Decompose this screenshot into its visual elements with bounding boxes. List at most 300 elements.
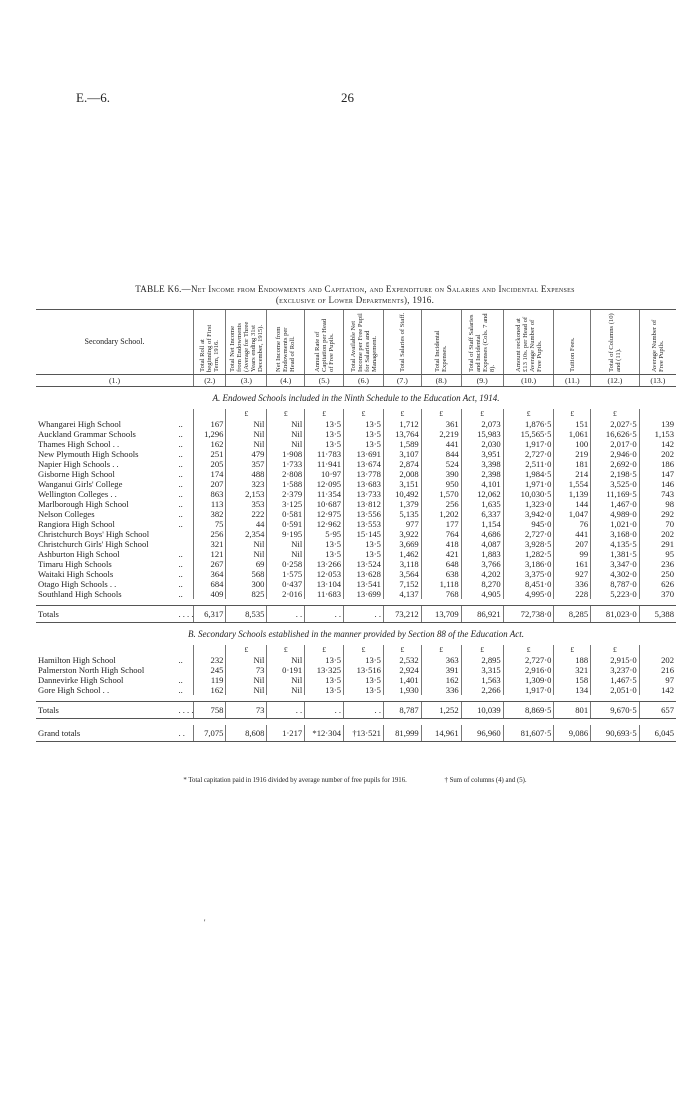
cell-col-4: 0·191	[267, 665, 305, 675]
cell-col-10: 8,869·5	[503, 702, 554, 719]
cell-col-6: 13·699	[344, 589, 384, 599]
cell-col-11: 188	[554, 655, 591, 665]
cell-col-5: 13·5	[305, 429, 344, 439]
cell-col-6: 13·556	[344, 509, 384, 519]
cell-col-4: 1·588	[267, 479, 305, 489]
header-text-6: Total Available Net Income per Free Pupil for Salaries and Management.	[349, 313, 378, 372]
cell-col-6: 13·5	[344, 439, 384, 449]
column-number: (12.)	[591, 375, 640, 387]
cell-col-10: 3,928·5	[503, 539, 554, 549]
section-heading: B. Secondary Schools established in the manner provided by Section 88 of the Education Act.	[188, 629, 524, 639]
header-text-8: Total Incidental Expenses.	[434, 330, 449, 372]
cell-col-6: †13·521	[344, 725, 384, 742]
cell-col-10: 1,309·0	[503, 675, 554, 685]
cell-col-11: 158	[554, 675, 591, 685]
leader-dots: . . . .	[178, 606, 193, 623]
leader-dots: . . . .	[178, 702, 193, 719]
cell-col-2: 207	[194, 479, 226, 489]
cell-col-2: 162	[194, 439, 226, 449]
cell-col-11: 144	[554, 499, 591, 509]
school-name: Rangiora High School	[38, 519, 115, 529]
table-row	[36, 509, 676, 519]
cell-col-5: 13·5	[305, 655, 344, 665]
column-number: (8.)	[421, 375, 461, 387]
cell-col-12: 3,525·0	[591, 479, 640, 489]
cell-col-6: 13·5	[344, 549, 384, 559]
cell-col-11: 100	[554, 439, 591, 449]
school-name: New Plymouth High Schools	[38, 449, 139, 459]
cell-col-12: 2,692·0	[591, 459, 640, 469]
cell-col-7: 2,874	[383, 459, 421, 469]
cell-col-5: 10·687	[305, 499, 344, 509]
pound-blank	[36, 645, 178, 655]
cell-col-13: 626	[639, 579, 676, 589]
cell-col-3: Nil	[226, 549, 267, 559]
cell-col-6: 13·691	[344, 449, 384, 459]
page-ref: E.—6.	[76, 90, 110, 105]
cell-col-13: 142	[639, 439, 676, 449]
cell-col-6: 13·628	[344, 569, 384, 579]
cell-col-11: 214	[554, 469, 591, 479]
cell-col-11: 321	[554, 665, 591, 675]
header-col-9	[461, 310, 503, 375]
school-name: Marlborough High School	[38, 499, 129, 509]
table-row	[36, 569, 676, 579]
column-number: (10.)	[503, 375, 554, 387]
cell-col-12: 81,023·0	[591, 606, 640, 623]
cell-col-5: . .	[305, 606, 344, 623]
table-row	[36, 559, 676, 569]
cell-col-3: Nil	[226, 429, 267, 439]
cell-col-13: 291	[639, 539, 676, 549]
table-row	[36, 419, 676, 429]
header-col-5	[305, 310, 344, 375]
cell-col-11: 219	[554, 449, 591, 459]
cell-col-3: 73	[226, 665, 267, 675]
cell-col-3: 8,608	[226, 725, 267, 742]
school-name: Dannevirke High School	[38, 675, 124, 685]
cell-col-11: 151	[554, 419, 591, 429]
cell-col-11: 207	[554, 539, 591, 549]
pound-sign: £	[421, 645, 461, 655]
cell-col-4: Nil	[267, 675, 305, 685]
school-name: Whangarei High School	[38, 419, 122, 429]
table-row	[36, 685, 676, 695]
footnote-sum: † Sum of columns (4) and (5).	[444, 777, 527, 784]
cell-col-12: 90,693·5	[591, 725, 640, 742]
cell-col-9: 2,266	[461, 685, 503, 695]
leader-dots: ..	[178, 549, 183, 559]
cell-col-9: 10,039	[461, 702, 503, 719]
section-heading: A. Endowed Schools included in the Ninth Schedule to the Education Act, 1914.	[212, 393, 500, 403]
leader-dots: ..	[178, 459, 183, 469]
pound-sign: £	[461, 645, 503, 655]
table-row	[36, 459, 676, 469]
column-number: (2.)	[194, 375, 226, 387]
cell-col-8: 177	[421, 519, 461, 529]
cell-col-3: 222	[226, 509, 267, 519]
school-name: Totals	[36, 702, 178, 719]
cell-col-6: 13·778	[344, 469, 384, 479]
cell-col-9: 2,073	[461, 419, 503, 429]
pound-sign: £	[461, 409, 503, 419]
table-body	[36, 310, 676, 742]
cell-col-2: 684	[194, 579, 226, 589]
cell-col-4: Nil	[267, 429, 305, 439]
leader-dots: ..	[178, 469, 183, 479]
cell-col-11: 228	[554, 589, 591, 599]
cell-col-7: 4,137	[383, 589, 421, 599]
cell-col-5: 13·5	[305, 675, 344, 685]
school-name: Southland High Schools	[38, 589, 122, 599]
cell-col-8: 14,961	[421, 725, 461, 742]
cell-col-2: 863	[194, 489, 226, 499]
cell-col-12: 16,626·5	[591, 429, 640, 439]
pound-blank	[194, 409, 226, 419]
column-number: (6.)	[344, 375, 384, 387]
pound-sign: £	[383, 409, 421, 419]
cell-col-12: 3,347·0	[591, 559, 640, 569]
cell-col-10: 1,971·0	[503, 479, 554, 489]
cell-col-12: 1,467·0	[591, 499, 640, 509]
leader-dots: ..	[178, 559, 183, 569]
cell-col-8: 418	[421, 539, 461, 549]
cell-col-12: 2,051·0	[591, 685, 640, 695]
cell-col-12: 9,670·5	[591, 702, 640, 719]
cell-col-13: 202	[639, 655, 676, 665]
cell-col-3: Nil	[226, 419, 267, 429]
school-name: Gisborne High School	[38, 469, 115, 479]
cell-col-7: 1,930	[383, 685, 421, 695]
pound-blank	[639, 645, 676, 655]
header-col-11	[554, 310, 591, 375]
cell-col-13: 95	[639, 549, 676, 559]
cell-col-11: 1,554	[554, 479, 591, 489]
cell-col-12: 3,237·0	[591, 665, 640, 675]
cell-col-5: 12·962	[305, 519, 344, 529]
cell-col-5: 13·266	[305, 559, 344, 569]
cell-col-8: 390	[421, 469, 461, 479]
leader-dots	[178, 539, 193, 549]
cell-col-6: 13·674	[344, 459, 384, 469]
school-name: Palmerston North High School	[38, 665, 145, 675]
cell-col-2: 256	[194, 529, 226, 539]
header-col-2	[194, 310, 226, 375]
cell-col-4: 0·437	[267, 579, 305, 589]
header-text-7: Total Salaries of Staff.	[398, 312, 406, 372]
school-name: Wellington Colleges . .	[38, 489, 117, 499]
cell-col-2: 251	[194, 449, 226, 459]
cell-col-9: 3,398	[461, 459, 503, 469]
column-number: (9.)	[461, 375, 503, 387]
cell-col-10: 1,876·5	[503, 419, 554, 429]
column-number: (3.)	[226, 375, 267, 387]
cell-col-3: 8,535	[226, 606, 267, 623]
table-row	[36, 529, 676, 539]
cell-col-9: 1,883	[461, 549, 503, 559]
cell-col-3: Nil	[226, 655, 267, 665]
cell-col-11: 1,061	[554, 429, 591, 439]
pound-sign: £	[591, 645, 640, 655]
cell-col-12: 4,989·0	[591, 509, 640, 519]
cell-col-9: 6,337	[461, 509, 503, 519]
cell-col-5: 13·5	[305, 685, 344, 695]
cell-col-2: 758	[194, 702, 226, 719]
header-col-7	[383, 310, 421, 375]
cell-col-7: 1,712	[383, 419, 421, 429]
cell-col-9: 12,062	[461, 489, 503, 499]
cell-col-8: 336	[421, 685, 461, 695]
cell-col-13: 146	[639, 479, 676, 489]
school-name: Christchurch Boys' High School	[38, 529, 150, 539]
pound-sign: £	[344, 645, 384, 655]
school-name: Waitaki High Schools	[38, 569, 114, 579]
cell-col-8: 363	[421, 655, 461, 665]
school-name: Christchurch Girls' High School	[38, 539, 149, 549]
cell-col-3: 357	[226, 459, 267, 469]
cell-col-4: 2·016	[267, 589, 305, 599]
cell-col-8: 638	[421, 569, 461, 579]
cell-col-5: 11·354	[305, 489, 344, 499]
cell-col-9: 86,921	[461, 606, 503, 623]
cell-col-8: 361	[421, 419, 461, 429]
cell-col-5: . .	[305, 702, 344, 719]
cell-col-7: 1,379	[383, 499, 421, 509]
cell-col-9: 1,635	[461, 499, 503, 509]
header-row	[36, 310, 676, 375]
section-heading-row	[36, 387, 676, 410]
cell-col-6: 13·812	[344, 499, 384, 509]
cell-col-6: 13·5	[344, 429, 384, 439]
pound-row	[36, 409, 676, 419]
cell-col-3: 44	[226, 519, 267, 529]
cell-col-2: 75	[194, 519, 226, 529]
cell-col-11: 134	[554, 685, 591, 695]
header-col-13	[639, 310, 676, 375]
header-col-6	[344, 310, 384, 375]
pound-sign: £	[503, 409, 554, 419]
cell-col-4: 0·591	[267, 519, 305, 529]
cell-col-4: Nil	[267, 685, 305, 695]
cell-col-13: 5,388	[639, 606, 676, 623]
cell-col-11: 161	[554, 559, 591, 569]
cell-col-13: 250	[639, 569, 676, 579]
cell-col-13: 70	[639, 519, 676, 529]
cell-col-2: 205	[194, 459, 226, 469]
cell-col-13: 743	[639, 489, 676, 499]
pound-sign: £	[421, 409, 461, 419]
cell-col-11: 927	[554, 569, 591, 579]
cell-col-2: 121	[194, 549, 226, 559]
table-row	[36, 675, 676, 685]
cell-col-7: 2,924	[383, 665, 421, 675]
cell-col-2: 321	[194, 539, 226, 549]
school-name: Ashburton High School	[38, 549, 120, 559]
cell-col-7: 2,532	[383, 655, 421, 665]
cell-col-3: 2,153	[226, 489, 267, 499]
cell-col-9: 8,270	[461, 579, 503, 589]
cell-col-12: 1,467·5	[591, 675, 640, 685]
cell-col-13: 657	[639, 702, 676, 719]
cell-col-5: 10·97	[305, 469, 344, 479]
header-col-4	[267, 310, 305, 375]
table-row	[36, 579, 676, 589]
leader-dots	[178, 529, 193, 539]
cell-col-13: 139	[639, 419, 676, 429]
pound-sign: £	[383, 645, 421, 655]
pound-sign: £	[267, 409, 305, 419]
cell-col-7: 1,589	[383, 439, 421, 449]
cell-col-7: 1,462	[383, 549, 421, 559]
cell-col-9: 4,202	[461, 569, 503, 579]
cell-col-6: 13·5	[344, 539, 384, 549]
cell-col-3: 2,354	[226, 529, 267, 539]
totals-row	[36, 606, 676, 623]
cell-col-2: 364	[194, 569, 226, 579]
cell-col-4: 1·908	[267, 449, 305, 459]
pound-sign: £	[305, 645, 344, 655]
cell-col-8: 391	[421, 665, 461, 675]
cell-col-4: 2·379	[267, 489, 305, 499]
cell-col-8: 764	[421, 529, 461, 539]
header-text-10: Amount reckoned at £13 10s. per Head of Average Number of Free Pupils.	[514, 316, 543, 372]
cell-col-10: 2,511·0	[503, 459, 554, 469]
cell-col-12: 1,021·0	[591, 519, 640, 529]
cell-col-8: 1,570	[421, 489, 461, 499]
header-text-5: Annual Rate of Capitation per Head of Free Pupils.	[313, 318, 335, 372]
leader-dots: ..	[178, 655, 183, 665]
leader-dots: ..	[178, 429, 183, 439]
cell-col-9: 4,686	[461, 529, 503, 539]
cell-col-4: . .	[267, 702, 305, 719]
cell-col-8: 1,252	[421, 702, 461, 719]
cell-col-12: 8,787·0	[591, 579, 640, 589]
cell-col-10: 2,727·0	[503, 529, 554, 539]
cell-col-5: 13·5	[305, 439, 344, 449]
stray-mark: '	[204, 918, 206, 927]
cell-col-5: 13·5	[305, 419, 344, 429]
cell-col-6: 13·5	[344, 685, 384, 695]
cell-col-12: 2,027·5	[591, 419, 640, 429]
cell-col-9: 3,315	[461, 665, 503, 675]
header-col-10	[503, 310, 554, 375]
cell-col-8: 844	[421, 449, 461, 459]
cell-col-7: 8,787	[383, 702, 421, 719]
cell-col-2: 232	[194, 655, 226, 665]
cell-col-10: 2,916·0	[503, 665, 554, 675]
table-row	[36, 499, 676, 509]
column-number-row	[36, 375, 676, 387]
cell-col-9: 2,030	[461, 439, 503, 449]
cell-col-6: 13·5	[344, 675, 384, 685]
leader-dots: ..	[178, 675, 183, 685]
cell-col-10: 1,917·0	[503, 685, 554, 695]
pound-blank	[178, 409, 193, 419]
header-text-11: Tuition Fees.	[568, 337, 576, 372]
cell-col-13: 236	[639, 559, 676, 569]
cell-col-12: 2,017·0	[591, 439, 640, 449]
cell-col-5: 12·053	[305, 569, 344, 579]
cell-col-8: 524	[421, 459, 461, 469]
pound-row	[36, 645, 676, 655]
cell-col-10: 81,607·5	[503, 725, 554, 742]
cell-col-2: 162	[194, 685, 226, 695]
cell-col-2: 167	[194, 419, 226, 429]
cell-col-9: 2,398	[461, 469, 503, 479]
cell-col-9: 96,960	[461, 725, 503, 742]
cell-col-3: 73	[226, 702, 267, 719]
cell-col-4: 0·258	[267, 559, 305, 569]
cell-col-6: 13·733	[344, 489, 384, 499]
cell-col-7: 10,492	[383, 489, 421, 499]
pound-sign: £	[554, 645, 591, 655]
cell-col-11: 181	[554, 459, 591, 469]
cell-col-9: 1,154	[461, 519, 503, 529]
leader-dots: ..	[178, 479, 183, 489]
table-row	[36, 479, 676, 489]
cell-col-9: 1,563	[461, 675, 503, 685]
cell-col-12: 2,915·0	[591, 655, 640, 665]
cell-col-6: 13·683	[344, 479, 384, 489]
column-number: (11.)	[554, 375, 591, 387]
cell-col-5: 12·095	[305, 479, 344, 489]
pound-blank	[639, 409, 676, 419]
cell-col-12: 2,946·0	[591, 449, 640, 459]
cell-col-2: 382	[194, 509, 226, 519]
cell-col-4: . .	[267, 606, 305, 623]
pound-blank	[36, 409, 178, 419]
cell-col-11: 1,139	[554, 489, 591, 499]
table-row	[36, 449, 676, 459]
cell-col-9: 15,983	[461, 429, 503, 439]
table-row	[36, 439, 676, 449]
pound-sign: £	[267, 645, 305, 655]
cell-col-7: 13,764	[383, 429, 421, 439]
cell-col-13: 202	[639, 529, 676, 539]
cell-col-11: 1,047	[554, 509, 591, 519]
table-row	[36, 665, 676, 675]
column-number: (4.)	[267, 375, 305, 387]
cell-col-2: 267	[194, 559, 226, 569]
cell-col-7: 1,401	[383, 675, 421, 685]
section-heading-row	[36, 623, 676, 646]
cell-col-10: 2,727·0	[503, 449, 554, 459]
header-text-12: Total of Columns (10) and (11).	[607, 313, 622, 372]
cell-col-6: 13·5	[344, 655, 384, 665]
header-text-9: Total of Staff Salaries and Incidental Expenses (Cols. 7 and 8).	[468, 313, 497, 372]
school-name: Totals	[36, 606, 178, 623]
cell-col-11: 801	[554, 702, 591, 719]
table-title	[40, 284, 670, 306]
leader-dots: ..	[178, 519, 183, 529]
cell-col-3: Nil	[226, 439, 267, 449]
cell-col-5: 12·975	[305, 509, 344, 519]
cell-col-10: 8,451·0	[503, 579, 554, 589]
school-name: Hamilton High School	[38, 655, 116, 665]
cell-col-7: 3,118	[383, 559, 421, 569]
cell-col-3: Nil	[226, 685, 267, 695]
cell-col-3: 69	[226, 559, 267, 569]
cell-col-11: 99	[554, 549, 591, 559]
cell-col-11: 336	[554, 579, 591, 589]
leader-dots: ..	[178, 439, 183, 449]
cell-col-9: 3,951	[461, 449, 503, 459]
pound-sign: £	[226, 409, 267, 419]
leader-dots: ..	[178, 509, 183, 519]
cell-col-5: 11·941	[305, 459, 344, 469]
cell-col-10: 1,323·0	[503, 499, 554, 509]
pound-sign: £	[226, 645, 267, 655]
